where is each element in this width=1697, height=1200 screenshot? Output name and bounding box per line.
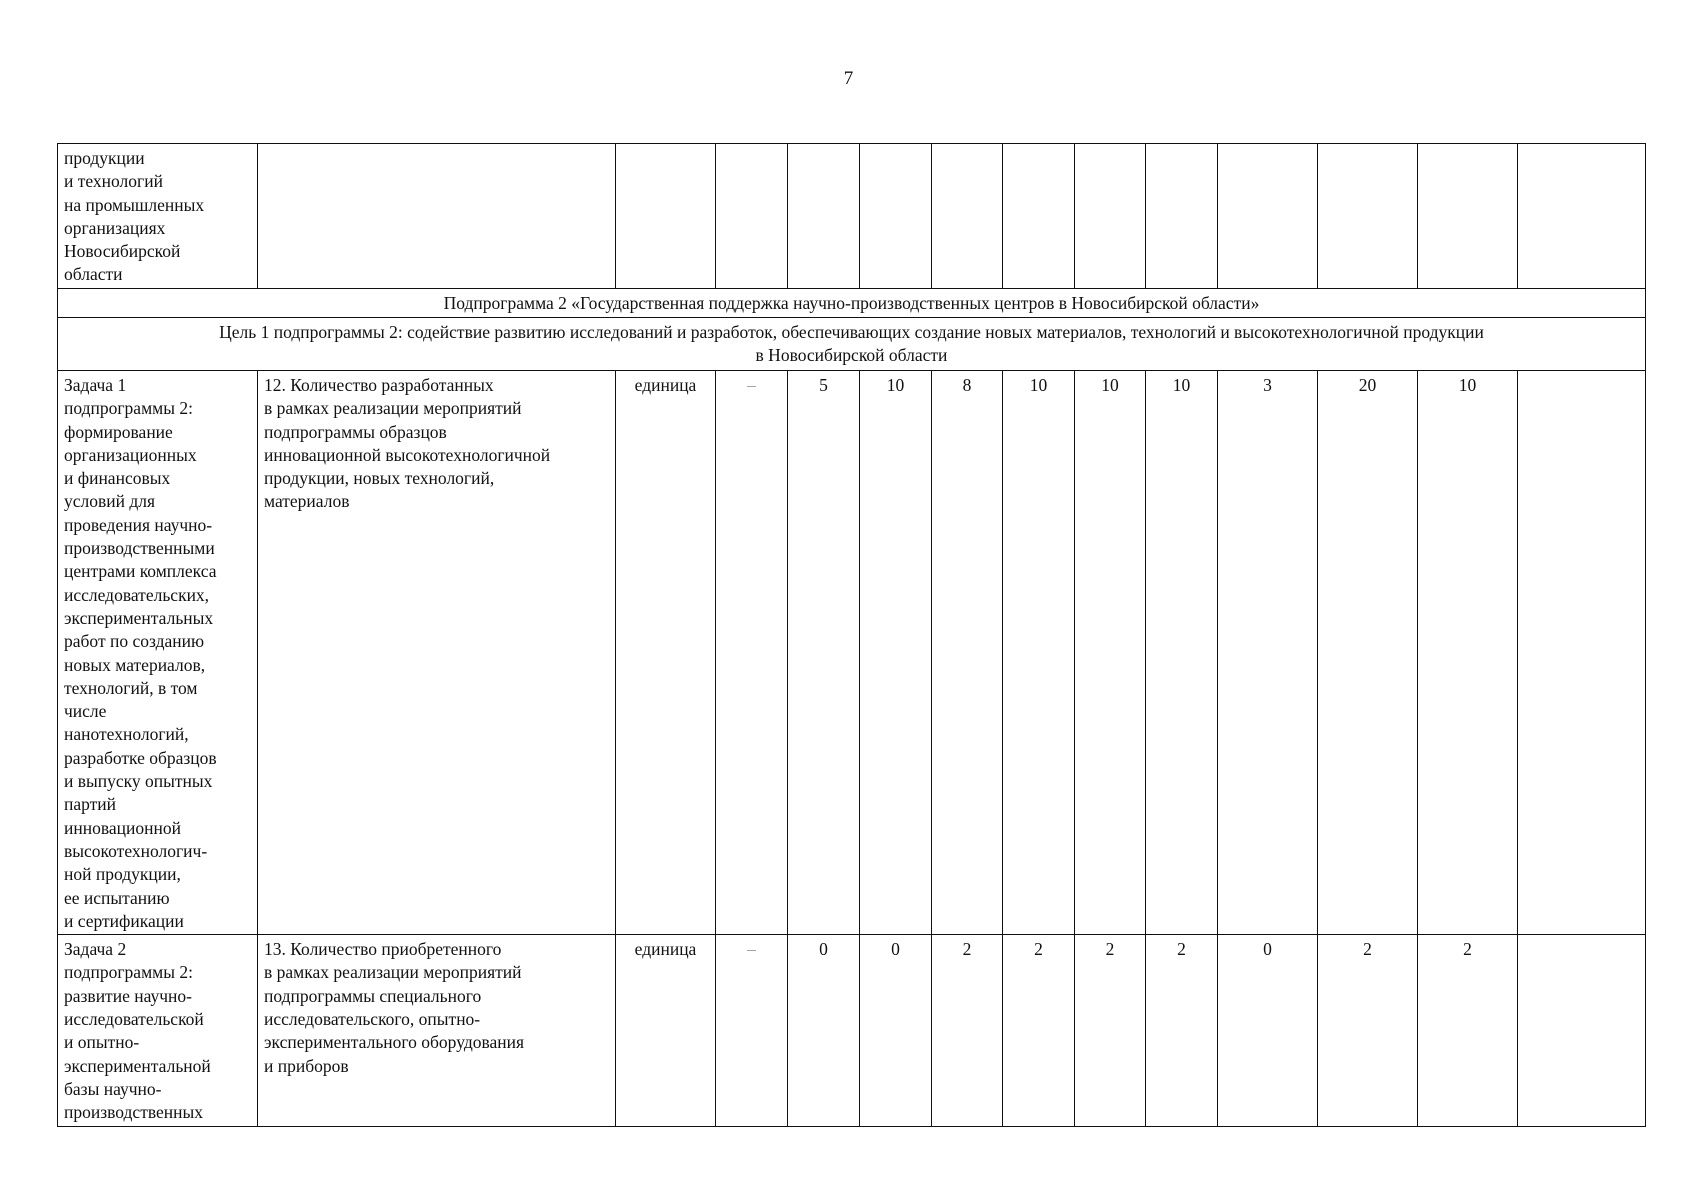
value-cell: 10 bbox=[1146, 371, 1218, 935]
value-cell: – bbox=[716, 371, 788, 935]
value-cell: 10 bbox=[1003, 371, 1075, 935]
value-cell: 8 bbox=[932, 371, 1003, 935]
value-cell: 20 bbox=[1318, 371, 1418, 935]
value-cell bbox=[860, 144, 932, 289]
table-row bbox=[58, 289, 1646, 318]
value-cell: 2 bbox=[1146, 935, 1218, 1126]
unit-cell: единица bbox=[616, 935, 716, 1126]
value-cell: 5 bbox=[788, 371, 860, 935]
value-cell bbox=[1146, 144, 1218, 289]
value-cell bbox=[1518, 371, 1646, 935]
subprogram-title: Подпрограмма 2 «Государственная поддержка научно-производственных центров в Новосибирской области» bbox=[58, 289, 1646, 318]
value-cell bbox=[1218, 144, 1318, 289]
table-row bbox=[58, 318, 1646, 371]
indicator-cell bbox=[258, 144, 616, 289]
value-cell bbox=[1518, 144, 1646, 289]
value-cell: 0 bbox=[788, 935, 860, 1126]
goal-text: Цель 1 подпрограммы 2: содействие развитию исследований и разработок, обеспечивающих создание новых материалов, технологий и высокотехнологичной продукции в Новосибирской области bbox=[58, 318, 1646, 371]
value-cell bbox=[1518, 935, 1646, 1126]
unit-cell bbox=[616, 144, 716, 289]
value-cell: 10 bbox=[1075, 371, 1146, 935]
indicator-cell bbox=[258, 935, 616, 1126]
value-cell bbox=[788, 144, 860, 289]
value-cell: – bbox=[716, 935, 788, 1126]
indicator-text: 12. Количество разработанных в рамках реализации мероприятий подпрограммы образцов инновационной высокотехнологичной продукции, новых технологий, материалов bbox=[264, 375, 551, 512]
value-cell: 0 bbox=[860, 935, 932, 1126]
value-cell: 10 bbox=[860, 371, 932, 935]
value-cell bbox=[716, 144, 788, 289]
value-cell: 0 bbox=[1218, 935, 1318, 1126]
value-cell: 10 bbox=[1418, 371, 1518, 935]
value-cell: 2 bbox=[932, 935, 1003, 1126]
task-text: Задача 2 подпрограммы 2: развитие научно- исследовательской и опытно- экспериментальной базы научно- производственных bbox=[64, 939, 211, 1123]
value-cell: 2 bbox=[1418, 935, 1518, 1126]
indicator-text: 13. Количество приобретенного в рамках реализации мероприятий подпрограммы специального исследовательского, опытно- экспериментального оборудования и приборов bbox=[264, 939, 525, 1076]
value-cell bbox=[1003, 144, 1075, 289]
value-cell: 2 bbox=[1075, 935, 1146, 1126]
value-cell bbox=[1075, 144, 1146, 289]
indicator-cell bbox=[258, 371, 616, 935]
table-row bbox=[58, 371, 1646, 935]
value-cell: 3 bbox=[1218, 371, 1318, 935]
task-text: Задача 1 подпрограммы 2: формирование организационных и финансовых условий для проведения научно- производственными центрами комплекса исследовательских, экспериментальных работ по созданию новых материалов, технологий, в том числе нанотехнологий, разработке образцов и выпуску опытных партий инновационной высокотехнологич- ной продукции, ее испытанию и сертификации bbox=[64, 375, 217, 931]
value-cell bbox=[1418, 144, 1518, 289]
unit-cell: единица bbox=[616, 371, 716, 935]
value-cell bbox=[1318, 144, 1418, 289]
value-cell: 2 bbox=[1003, 935, 1075, 1126]
value-cell: 2 bbox=[1318, 935, 1418, 1126]
table-row bbox=[58, 144, 1646, 289]
indicators-table bbox=[57, 143, 1646, 1127]
value-cell bbox=[932, 144, 1003, 289]
task-text: продукции и технологий на промышленных организациях Новосибирской области bbox=[64, 148, 205, 285]
table-row bbox=[58, 935, 1646, 1126]
task-cell bbox=[58, 935, 258, 1126]
page-number: 7 bbox=[843, 68, 854, 89]
task-cell bbox=[58, 371, 258, 935]
task-cell bbox=[58, 144, 258, 289]
